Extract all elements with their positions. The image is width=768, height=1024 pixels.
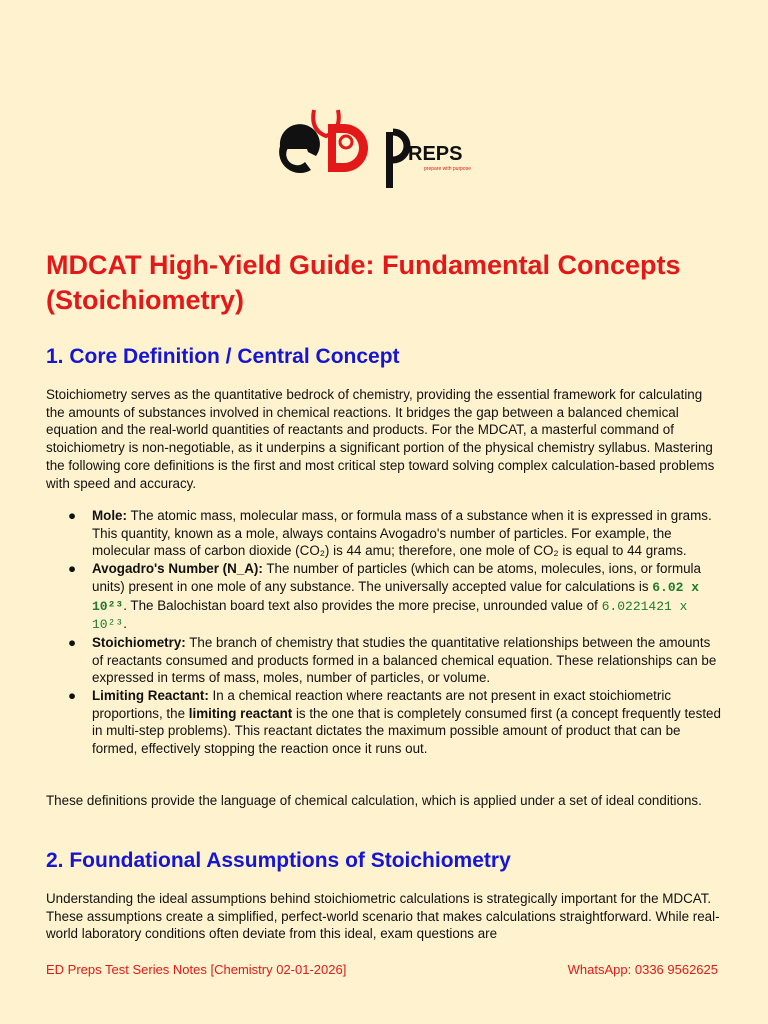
list-item-avogadro: [46, 560, 722, 634]
logo-tagline: prepare with purpose: [424, 166, 471, 172]
list-item-mole: [46, 507, 722, 560]
section-heading-assumptions: 2. Foundational Assumptions of Stoichiometry: [46, 849, 511, 872]
section-heading-core-definition: 1. Core Definition / Central Concept: [46, 345, 400, 368]
footer-notes-label: ED Preps Test Series Notes [Chemistry 02-01-2026]: [46, 962, 347, 977]
term-mole: Mole:: [92, 508, 127, 523]
section1-outro: These definitions provide the language of chemical calculation, which is applied under a set of ideal conditions.: [46, 793, 702, 808]
bullet-icon: ●: [68, 508, 77, 523]
definition-mole: The atomic mass, molecular mass, or formula mass of a substance when it is expressed in grams. This quantity, known as a mole, always contains Avogadro's number of particles. For example, the molecular mass of carbon dioxide (CO₂) is 44 amu; therefore, one mole of CO₂ is equal to 44 grams.: [92, 508, 712, 559]
bullet-icon: ●: [68, 688, 77, 704]
definition-list: [46, 507, 722, 758]
avogadro-precise-code: 6.0221421 x 10²³: [92, 598, 688, 633]
bullet-icon: ●: [68, 561, 77, 577]
bullet-icon: ●: [68, 634, 77, 650]
logo-graphic: [276, 100, 496, 192]
page-title: MDCAT High-Yield Guide: Fundamental Concepts (Stoichiometry): [46, 250, 681, 315]
logo-wordmark: REPS: [408, 143, 463, 165]
section2-intro: Understanding the ideal assumptions behind stoichiometric calculations is strategically important for the MDCAT. These assumptions create a simplified, perfect-world scenario that makes calculations straightforward. While real-world laboratory conditions often deviate from this ideal, exam questions are: [46, 891, 720, 942]
definition-avogadro-end: .: [123, 616, 127, 632]
definition-limiting-part1: In a chemical reaction where reactants are not present in exact stoichiometric proportions, the: [92, 688, 672, 721]
term-avogadro: Avogadro's Number (N_A):: [92, 561, 263, 577]
definition-limiting-part2: is the one that is completely consumed first (a concept frequently tested in multi-step problems). This reactant dictates the maximum possible amount of product that can be formed, effectively stopping the reaction once it runs out.: [92, 705, 721, 757]
ed-preps-logo: [276, 100, 496, 192]
definition-stoichiometry: The branch of chemistry that studies the quantitative relationships between the amounts of reactants consumed and products formed in a balanced chemical equation. These relationships can be expressed in terms of mass, moles, number of particles, or volume.: [92, 634, 717, 686]
avogadro-value-code: 6.02 x 10²³: [92, 579, 700, 614]
definition-avogadro-part1: The number of particles (which can be atoms, molecules, ions, or formula units) present in one mole of any substance. The universally accepted value for calculations is: [92, 561, 701, 594]
limiting-reactant-emphasis: limiting reactant: [188, 705, 293, 721]
term-stoichiometry: Stoichiometry:: [92, 634, 186, 650]
term-limiting-reactant: Limiting Reactant:: [92, 688, 209, 704]
section1-intro: Stoichiometry serves as the quantitative bedrock of chemistry, providing the essential framework for calculating the amounts of substances involved in chemical reactions. It bridges the gap between a balanced chemical equation and the real-world quantities of reactants and products. For the MDCAT, a masterful command of stoichiometry is non-negotiable, as it underpins a significant portion of the physical chemistry syllabus. Mastering the following core definitions is the first and most critical step toward solving complex calculation-based problems with speed and accuracy.: [46, 387, 715, 491]
definition-avogadro-part2: . The Balochistan board text also provides the more precise, unrounded value of: [123, 597, 602, 613]
footer-whatsapp: WhatsApp: 0336 9562625: [567, 962, 718, 977]
list-item-limiting-reactant: [46, 687, 722, 758]
list-item-stoichiometry: [46, 634, 722, 687]
